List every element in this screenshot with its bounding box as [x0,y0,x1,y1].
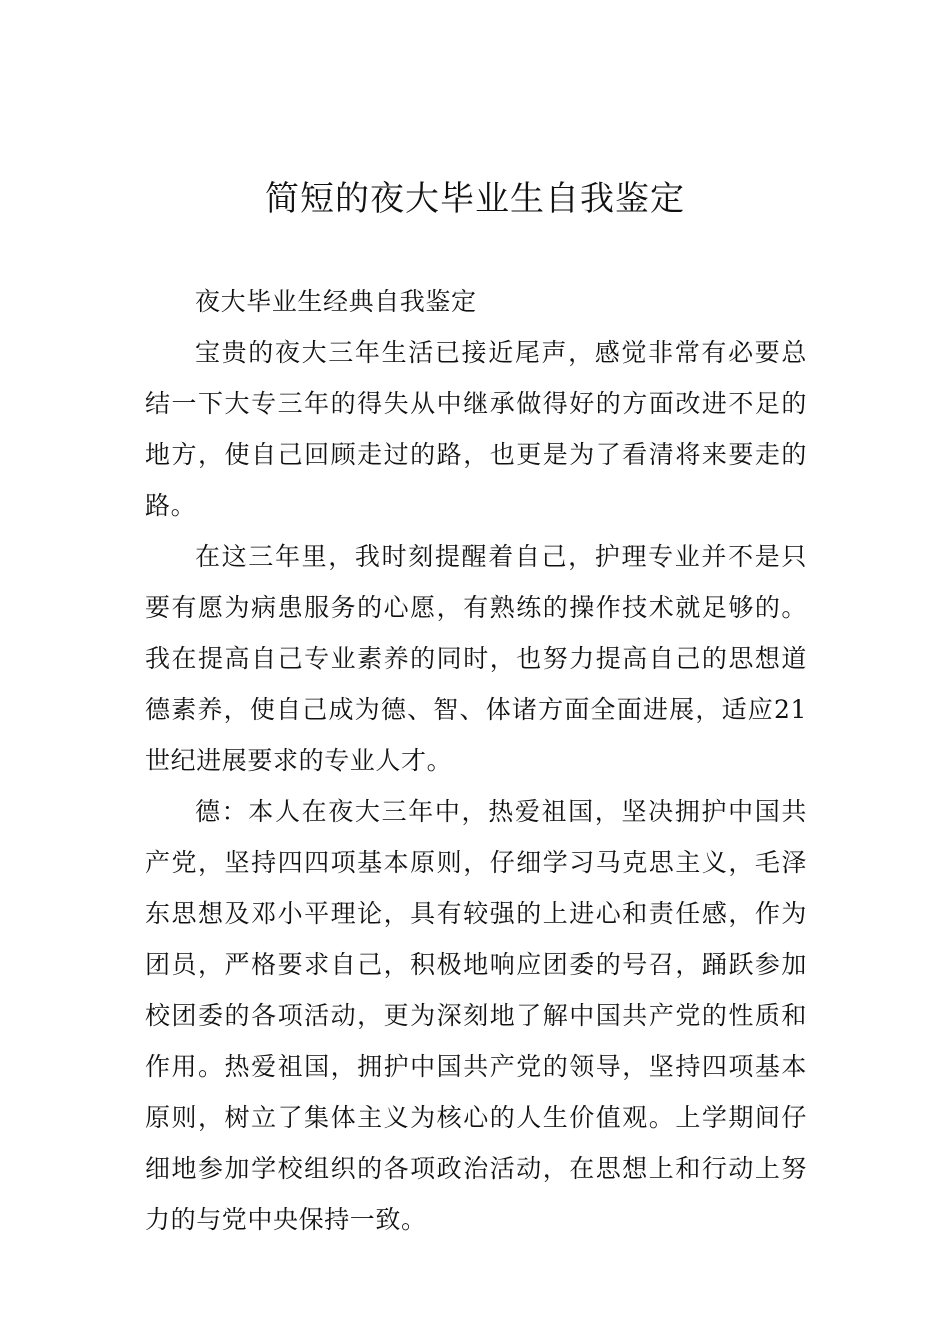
document-body [145,276,807,1245]
professional-paragraph: 在这三年里，我时刻提醒着自己，护理专业并不是只要有愿为病患服务的心愿，有熟练的操作技术就足够的。我在提高自己专业素养的同时，也努力提高自己的思想道德素养，使自己成为德、智、体诸方面全面进展，适应21世纪进展要求的专业人才。 [145,542,807,775]
intro-paragraph: 宝贵的夜大三年生活已接近尾声，感觉非常有必要总结一下大专三年的得失从中继承做得好的方面改进不足的地方，使自己回顾走过的路，也更是为了看清将来要走的路。 [145,338,807,520]
document-title: 简短的夜大毕业生自我鉴定 [265,179,685,219]
moral-paragraph: 德：本人在夜大三年中，热爱祖国，坚决拥护中国共产党，坚持四四项基本原则，仔细学习马克思主义，毛泽东思想及邓小平理论，具有较强的上进心和责任感，作为团员，严格要求自己，积极地响应团委的号召，踊跃参加校团委的各项活动，更为深刻地了解中国共产党的性质和作用。热爱祖国，拥护中国共产党的领导，坚持四项基本原则，树立了集体主义为核心的人生价值观。上学期间仔细地参加学校组织的各项政治活动，在思想上和行动上努力的与党中央保持一致。 [145,797,807,1234]
subtitle-paragraph: 夜大毕业生经典自我鉴定 [195,287,477,316]
